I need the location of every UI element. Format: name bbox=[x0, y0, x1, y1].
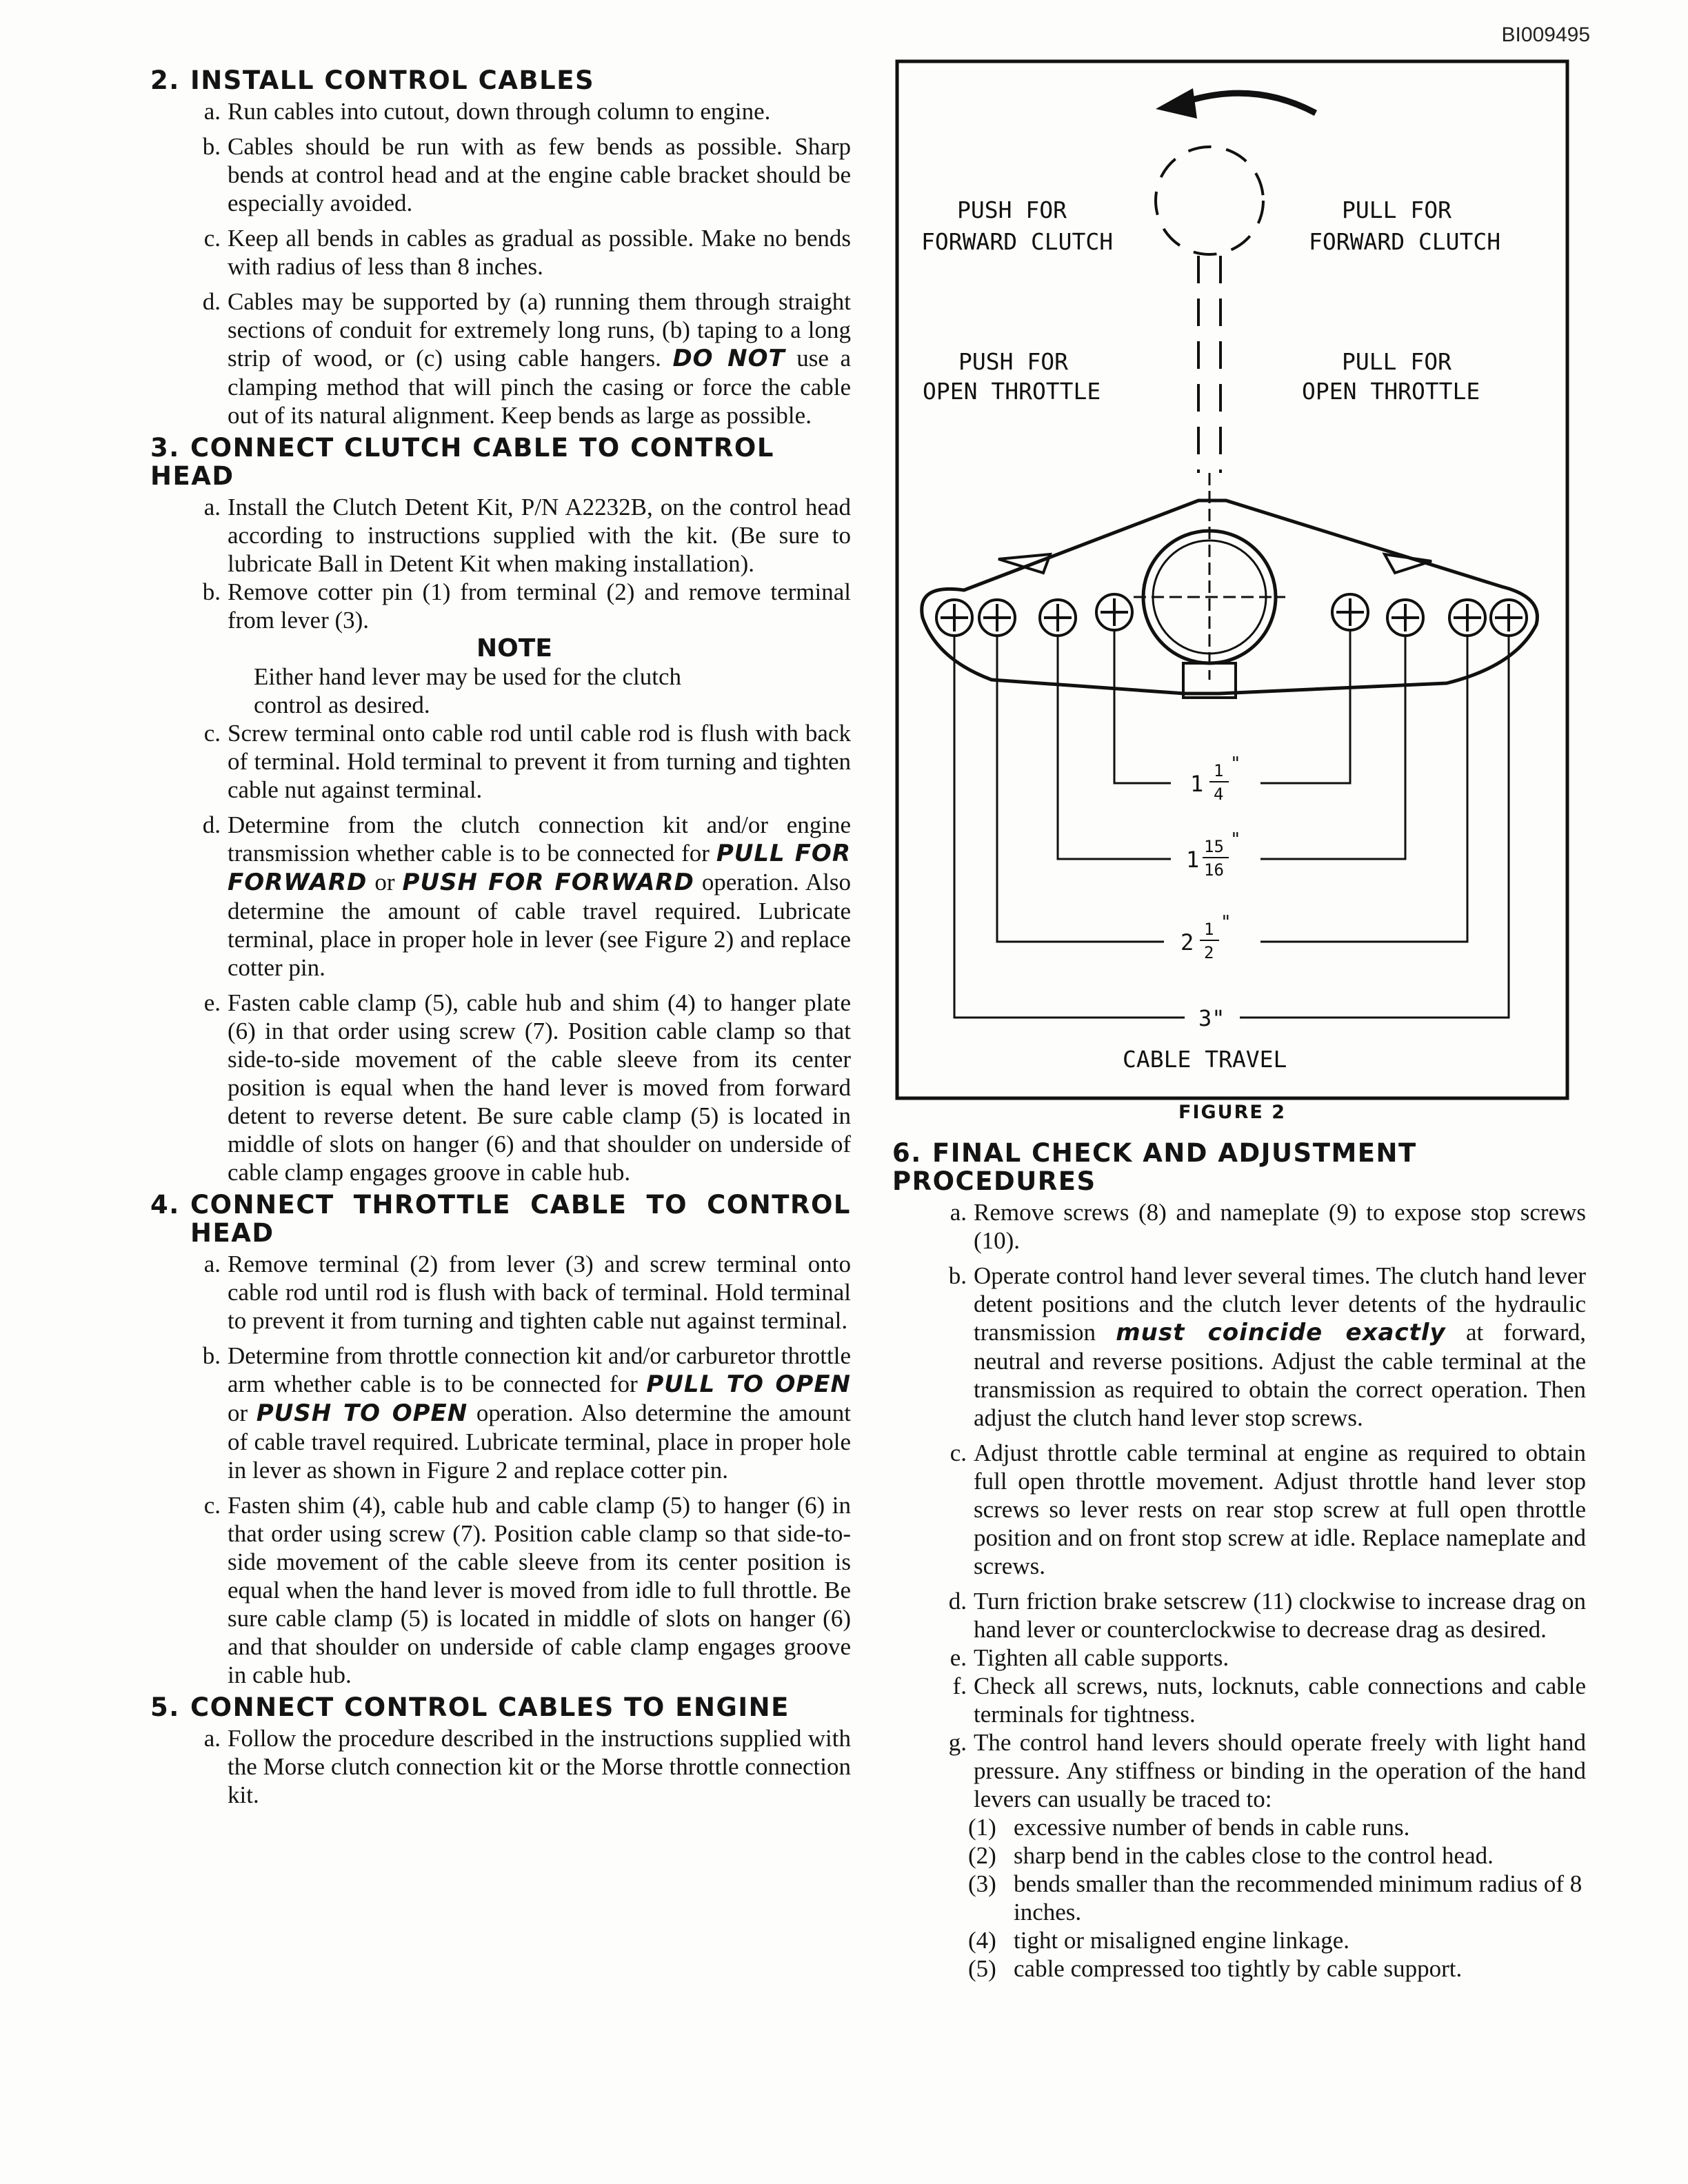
label-pull-forward-2: FORWARD CLUTCH bbox=[1309, 228, 1501, 255]
step-2d: d. Cables may be supported by (a) running them through straight sections of conduit for extremely long runs, (b) taping to a long strip of wood, or (c) using cable hangers. DO NOT use a clamping method that will pinch the casing or force the cable out of its natural alignment. Keep bends as large as possible. bbox=[202, 288, 851, 429]
step-6f: f. Check all screws, nuts, locknuts, cable connections and cable terminals for tightness. bbox=[952, 1672, 1586, 1728]
step-4c: c. Fasten shim (4), cable hub and cable clamp (5) to hanger (6) in that order using screw (7). Position cable clamp so that side-to-side movement of the cable sleeve from its center position is equal when the hand lever is moved from idle to full throttle. Be sure cable clamp (5) is located in middle of slots on hanger (6) and that shoulder on underside of cable clamp engages groove in cable hub. bbox=[203, 1492, 851, 1688]
svg-text:2: 2 bbox=[1204, 943, 1214, 962]
section-6-heading: 6. FINAL CHECK AND ADJUSTMENT PROCEDURES bbox=[892, 1138, 1417, 1196]
left-column bbox=[150, 62, 851, 1809]
step-6g: g. The control hand levers should operate freely with light hand pressure. Any stiffness or binding in the operation of the hand levers can usually be traced to: bbox=[948, 1729, 1586, 1812]
section-4-heading: 4. CONNECT THROTTLE CABLE TO CONTROL HEAD bbox=[150, 1190, 851, 1248]
svg-text:2: 2 bbox=[1180, 929, 1194, 956]
cable-travel-label: CABLE TRAVEL bbox=[1123, 1046, 1287, 1073]
label-push-throttle-2: OPEN THROTTLE bbox=[923, 378, 1101, 405]
hole-icon-2 bbox=[979, 600, 1015, 636]
hole-icon-6 bbox=[1387, 600, 1423, 636]
step-2c: c. Keep all bends in cables as gradual as possible. Make no bends with radius of less than 8 inches. bbox=[203, 225, 851, 280]
rotation-arrow bbox=[1185, 93, 1316, 113]
svg-text:4: 4 bbox=[1214, 785, 1224, 804]
label-push-forward-2: FORWARD CLUTCH bbox=[921, 228, 1114, 255]
step-3b: b. Remove cotter pin (1) from terminal (2) and remove terminal from lever (3). bbox=[202, 578, 851, 634]
terminal-holes bbox=[936, 594, 1527, 636]
step-6c: c. Adjust throttle cable terminal at engine as required to obtain full open throttle movement. Adjust throttle hand lever stop screws so lever rests on rear stop screw at full open throttle position and on front stop screw at idle. Replace nameplate and screws. bbox=[950, 1439, 1586, 1579]
sub-item-4: (4) tight or misaligned engine linkage. bbox=[968, 1927, 1349, 1954]
step-4a: a. Remove terminal (2) from lever (3) and screw terminal onto cable rod until rod is flush with back of terminal. Hold terminal to prevent it from turning and tighten cable nut against terminal. bbox=[203, 1251, 851, 1334]
step-6e: e. Tighten all cable supports. bbox=[950, 1644, 1229, 1671]
detent-left bbox=[998, 554, 1050, 573]
step-3e: e. Fasten cable clamp (5), cable hub and shim (4) to hanger plate (6) in that order using screw (7). Position cable clamp so that side-to-side movement of the cable sleeve from its center position is equal when the hand lever is moved from forward detent to reverse detent. Be sure cable clamp (5) is located in middle of slots on hanger (6) and that shoulder on underside of cable clamp engages groove in cable hub. bbox=[203, 989, 851, 1186]
dim-line-2-right bbox=[1260, 636, 1405, 859]
dim-line-1-left bbox=[1114, 630, 1171, 783]
step-3d: d. Determine from the clutch connection kit and/or engine transmission whether cable is to be connected for PULL FOR FORWARD or PUSH FOR FORWARD operation. Also determine the amount of cable travel required. Lubricate terminal, place in proper hole in lever (see Figure 2) and replace cotter pin. bbox=[202, 811, 851, 981]
dim-line-4-left bbox=[954, 636, 1185, 1018]
dim-line-1-right bbox=[1260, 630, 1350, 783]
svg-text:": " bbox=[1230, 754, 1241, 774]
svg-text:": " bbox=[1230, 829, 1241, 850]
step-6a: a. Remove screws (8) and nameplate (9) to expose stop screws (10). bbox=[950, 1199, 1586, 1254]
document-id: BI009495 bbox=[1501, 23, 1590, 46]
emphasis-do-not: DO NOT bbox=[672, 345, 785, 372]
step-3c: c. Screw terminal onto cable rod until cable rod is flush with back of terminal. Hold terminal to prevent it from turning and tighten cable nut against terminal. bbox=[203, 720, 851, 803]
dim-label-2 bbox=[1186, 829, 1241, 880]
figure-2-diagram bbox=[895, 59, 1569, 1100]
detent-right bbox=[1385, 554, 1431, 573]
svg-text:1: 1 bbox=[1190, 771, 1204, 797]
hole-icon-4 bbox=[1096, 594, 1132, 630]
dim-label-4: 3" bbox=[1198, 1005, 1225, 1031]
svg-text:1: 1 bbox=[1214, 761, 1224, 780]
note-title: NOTE bbox=[476, 634, 552, 663]
step-3a: a. Install the Clutch Detent Kit, P/N A2232B, on the control head according to instructions supplied with the kit. (Be sure to lubricate Ball in Detent Kit when making installation). bbox=[203, 494, 851, 577]
svg-text:16: 16 bbox=[1204, 860, 1224, 880]
section-2-heading: 2. INSTALL CONTROL CABLES bbox=[150, 65, 595, 95]
sub-item-5: (5) cable compressed too tightly by cable support. bbox=[968, 1955, 1463, 1982]
hole-icon-7 bbox=[1449, 600, 1485, 636]
arrowhead-icon bbox=[1156, 88, 1197, 119]
sub-item-2: (2) sharp bend in the cables close to the control head. bbox=[968, 1842, 1494, 1869]
section-5-heading: 5. CONNECT CONTROL CABLES TO ENGINE bbox=[150, 1692, 790, 1722]
step-2b: b. Cables should be run with as few bends as possible. Sharp bends at control head and at the engine cable bracket should be especially avoided. bbox=[202, 133, 851, 216]
sub-item-3: (3) bends smaller than the recommended minimum radius of 8 inches. bbox=[968, 1870, 1582, 1925]
step-6d: d. Turn friction brake setscrew (11) clockwise to increase drag on hand lever or counterclockwise to decrease drag as desired. bbox=[948, 1588, 1586, 1643]
lever-knob bbox=[1156, 147, 1263, 254]
label-pull-throttle-2: OPEN THROTTLE bbox=[1302, 378, 1480, 405]
hole-icon-5 bbox=[1332, 594, 1368, 630]
dim-label-1 bbox=[1190, 754, 1241, 804]
hole-icon-1 bbox=[936, 600, 972, 636]
label-push-forward-1: PUSH FOR bbox=[957, 196, 1067, 223]
svg-text:15: 15 bbox=[1204, 837, 1224, 856]
step-5a: a. Follow the procedure described in the instructions supplied with the Morse clutch connection kit or the Morse throttle connection kit. bbox=[203, 1725, 851, 1808]
label-pull-throttle-1: PULL FOR bbox=[1342, 348, 1451, 375]
figure-caption: FIGURE 2 bbox=[1178, 1102, 1286, 1123]
step-4b: b. Determine from throttle connection kit and/or carburetor throttle arm whether cable is to be connected for PULL TO OPEN or PUSH TO OPEN operation. Also determine the amount of cable travel required. Lubricate terminal, place in proper hole in lever as shown in Figure 2 and replace cotter pin. bbox=[202, 1342, 852, 1484]
dim-label-3 bbox=[1180, 912, 1232, 962]
label-pull-forward-1: PULL FOR bbox=[1342, 196, 1451, 223]
sub-item-1: (1) excessive number of bends in cable runs. bbox=[968, 1814, 1410, 1841]
svg-text:": " bbox=[1220, 912, 1232, 933]
step-6b: b. Operate control hand lever several times. The clutch hand lever detent positions and the clutch lever detents of the hydraulic transmission must coincide exactly at forward, neutral and reverse positions. Adjust the cable terminal at the transmission as required to obtain the correct operation. Then adjust the clutch hand lever stop screws. bbox=[948, 1262, 1586, 1431]
svg-text:1: 1 bbox=[1186, 847, 1200, 873]
section-3-heading: 3. CONNECT CLUTCH CABLE TO CONTROL HEAD bbox=[150, 433, 774, 491]
right-column bbox=[892, 1135, 1586, 1983]
label-push-throttle-1: PUSH FOR bbox=[958, 348, 1068, 375]
note-text: Either hand lever may be used for the clutch control as desired. bbox=[254, 663, 682, 718]
hole-icon-3 bbox=[1040, 600, 1076, 636]
svg-text:1: 1 bbox=[1204, 920, 1214, 939]
dim-line-3-right bbox=[1260, 636, 1467, 942]
step-2a: a. Run cables into cutout, down through column to engine. bbox=[203, 98, 771, 125]
hole-icon-8 bbox=[1491, 600, 1527, 636]
